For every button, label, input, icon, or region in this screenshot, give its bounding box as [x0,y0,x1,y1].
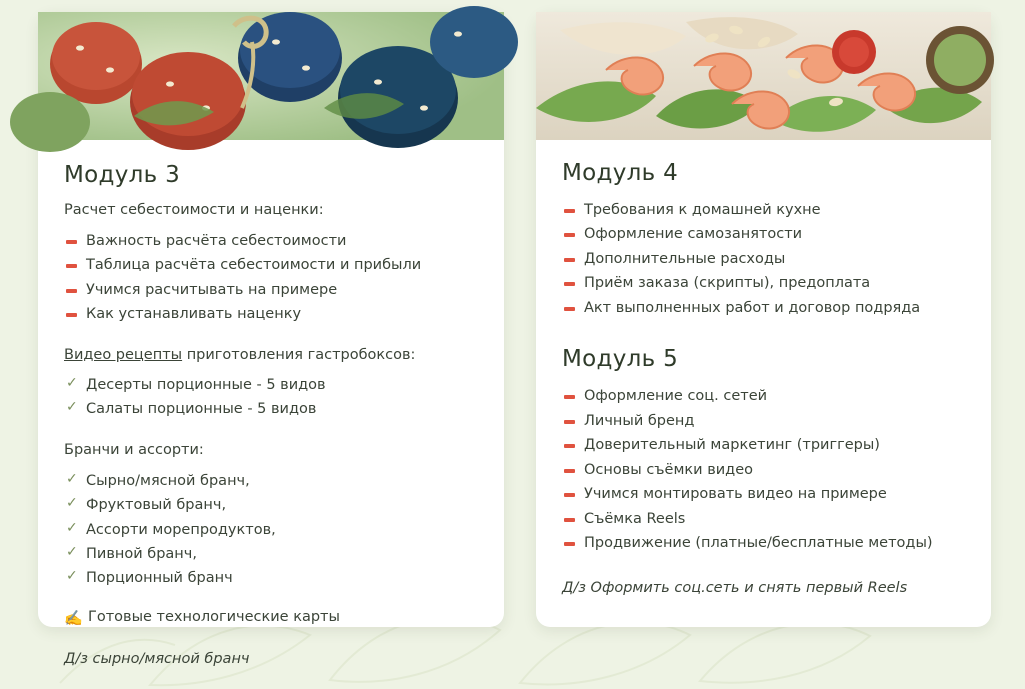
list-item: Учимся монтировать видео на примере [562,482,965,506]
list-item: Оформление самозанятости [562,222,965,246]
module-4-5-body [536,140,991,627]
list-item: ✓ Сырно/мясной бранч, [64,469,478,493]
list-item: Дополнительные расходы [562,247,965,271]
module-3-note [64,607,478,629]
list-item: Продвижение (платные/бесплатные методы) [562,531,965,555]
list-item: ✓ Ассорти морепродуктов, [64,518,478,542]
list-item: ✓ Пивной бранч, [64,542,478,566]
module-3-homework: Д/з сырно/мясной бранч [64,650,250,667]
list-item: Основы съёмки видео [562,458,965,482]
writing-hand-icon: ✍️ [64,608,83,627]
module-3-video-lead [64,345,478,367]
module-4-dash-list [562,198,965,320]
list-item: Таблица расчёта себестоимости и прибыли [64,253,478,277]
module-3-title: Модуль 3 [64,162,181,188]
list-item: ✓ Фруктовый бранч, [64,493,478,517]
list-item: Требования к домашней кухне [562,198,965,222]
list-item: Акт выполненных работ и договор подряда [562,296,965,320]
list-item: Съёмка Reels [562,507,965,531]
list-item: Оформление соц. сетей [562,384,965,408]
module-3-note-text: Готовые технологические карты [88,608,340,625]
module-card-4-5 [536,12,991,627]
list-item: Учимся расчитывать на примере [64,278,478,302]
module-4-title: Модуль 4 [562,160,679,186]
list-item: Приём заказа (скрипты), предоплата [562,271,965,295]
module-3-body [38,140,504,688]
module-5-homework: Д/з Оформить соц.сеть и снять первый Reels [562,579,908,596]
module-5-title: Модуль 5 [562,346,679,373]
video-recipes-rest-text: приготовления гастробоксов: [182,346,416,363]
module-3-brunch-lead: Бранчи и ассорти: [64,441,204,458]
card-photo-shrimp [536,12,991,140]
list-item: Важность расчёта себестоимости [64,229,478,253]
card-photo-burgers [38,12,504,140]
video-recipes-underlined-text: Видео рецепты [64,346,183,363]
module-5-dash-list [562,384,965,555]
module-card-3 [38,12,504,667]
list-item: Как устанавливать наценку [64,302,478,326]
list-item: ✓ Десерты порционные - 5 видов [64,373,478,397]
list-item: Доверительный маркетинг (триггеры) [562,433,965,457]
module-3-check-list-1 [64,373,478,422]
list-item: ✓ Салаты порционные - 5 видов [64,397,478,421]
module-3-check-list-2 [64,469,478,591]
list-item: ✓ Порционный бранч [64,566,478,590]
module-3-dash-list [64,229,478,327]
module-3-lead: Расчет себестоимости и наценки: [64,202,324,218]
list-item: Личный бренд [562,409,965,433]
